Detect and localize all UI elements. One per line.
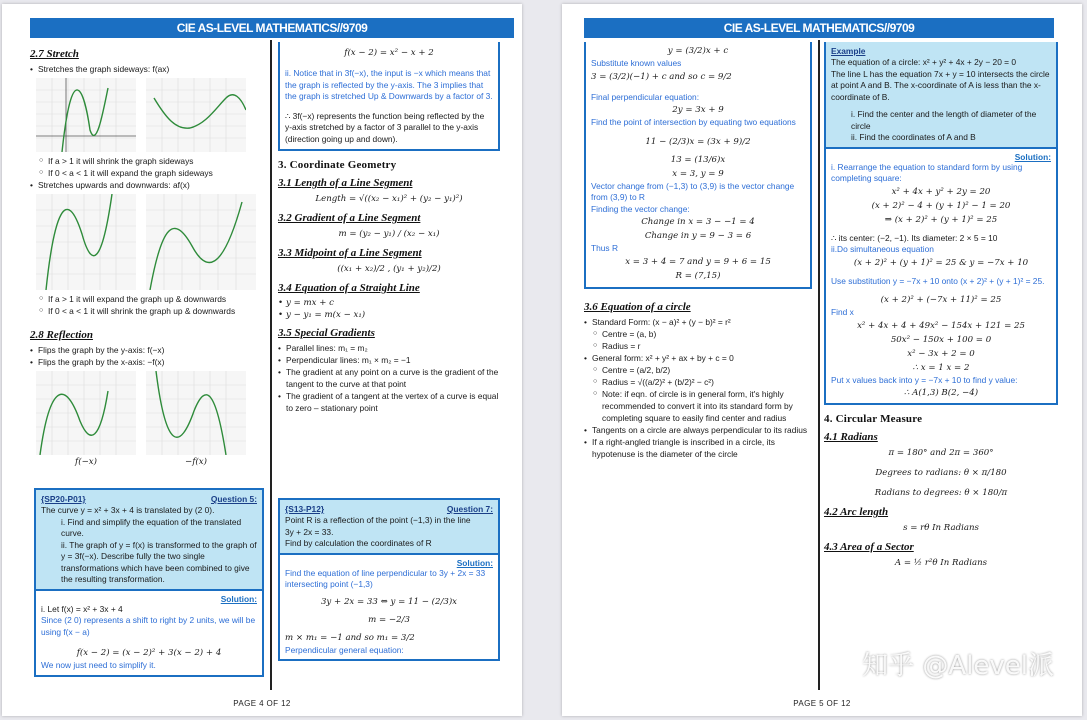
solution-line: i. Let f(x) = x² + 3x + 4 [41, 603, 123, 614]
solution-box [34, 591, 264, 677]
page-footer: PAGE 5 OF 12 [793, 699, 851, 708]
solution-formula: m = −2/3 [368, 614, 410, 625]
page-5 [562, 4, 1082, 716]
solution-formula: m × m₁ = −1 and so m₁ = 3/2 [285, 632, 415, 643]
chapter-title: 4. Circular Measure [824, 413, 923, 425]
solution-line: Substitute known values [591, 58, 682, 68]
example-text: The line L has the equation 7x + y = 10 intersects the circle at point A and B. The x-coordinate of A is less than the x-coordinate of B. [831, 68, 1050, 102]
left-column [584, 42, 812, 460]
solution-formula: x² − 3x + 2 = 0 [907, 348, 975, 359]
solution-line: Put x values back into y = −7x + 10 to find y value: [831, 374, 1018, 385]
solution-box [278, 555, 500, 662]
formula: m = (y₂ − y₁) / (x₂ − x₁) [338, 229, 440, 239]
section-title: 4.2 Arc length [824, 506, 889, 518]
formula: Degrees to radians: θ × π/180 [875, 468, 1007, 478]
right-column [278, 42, 500, 414]
question-stem: The curve y = x² + 3x + 4 is translated by (2 0). [41, 505, 215, 515]
solution-line: Find the equation of line perpendicular to 3y + 2x = 33 intersecting point (−1,3) [285, 567, 486, 589]
continued-solution-box [278, 42, 500, 151]
solution-line: ii.Do simultaneous equation [831, 244, 934, 254]
question-equation: 3y + 2x = 33. [285, 526, 334, 537]
solution-line: Perpendicular general equation: [285, 644, 404, 655]
bullet: • General form: x² + y² + ax + by + c = 0 [584, 352, 812, 364]
question-part: i. Find and simplify the equation of the translated curve. [61, 516, 242, 538]
section-title: 3.5 Special Gradients [278, 327, 375, 339]
graph-image [36, 194, 136, 290]
solution-formula: x = 3 + 4 = 7 and y = 9 + 6 = 15 [625, 256, 771, 267]
formula: • y = mx + c [278, 297, 500, 309]
bullet: • If a right-angled triangle is inscribed in a circle, its hypotenuse is the diameter of the circle [584, 436, 812, 460]
formula: • y − y₁ = m(x − x₁) [278, 309, 500, 321]
solution-line: Thus R [591, 243, 618, 253]
example-text: The equation of a circle: x² + y² + 4x + 2y − 20 = 0 [831, 57, 1017, 67]
graph-caption: f(−x) [75, 457, 97, 467]
solution-formula: Change in x = 3 − −1 = 4 [641, 217, 755, 227]
question-header-box [278, 498, 500, 555]
sub-bullet: ○ Radius = √((a/2)² + (b/2)² − c²) [584, 376, 812, 388]
formula: ((x₁ + x₂)/2 , (y₁ + y₂)/2) [337, 264, 441, 274]
bullet: • The gradient at any point on a curve is the gradient of the tangent to the curve at that point [278, 366, 500, 390]
question-part: ii. The graph of y = f(x) is transformed to the graph of y = 3f(−x). Describe fully the two single transformations which have been combined to give the resulting transformation. [61, 539, 257, 584]
sub-bullet: ○ Centre = (a/2, b/2) [584, 364, 812, 376]
graph-caption: −f(x) [185, 457, 207, 467]
page-header-banner: CIE AS-LEVEL MATHEMATICS//9709 [30, 18, 514, 38]
question-7-box [278, 498, 500, 661]
sub-bullet: ○ Note: if eqn. of circle is in general form, it's highly recommended to convert it into its standard form by completing square to easily find center and radius [584, 388, 812, 424]
solution-label: Solution: [220, 593, 257, 604]
question-header-box [34, 488, 264, 591]
solution-formula: 2y = 3x + 9 [672, 105, 724, 115]
solution-label: Solution: [456, 557, 493, 568]
solution-formula: x² + 4x + 4 + 49x² − 154x + 121 = 25 [857, 320, 1025, 331]
solution-line: Find x [831, 307, 854, 317]
solution-line: Use substitution y = −7x + 10 onto (x + 2)² + (y + 1)² = 25. [831, 275, 1045, 286]
section-title: 2.7 Stretch [30, 48, 79, 60]
solution-line: Since (2 0) represents a shift to right by 2 units, we will be using f(x − a) [41, 615, 256, 637]
solution-formula: Change in y = 9 − 3 = 6 [644, 231, 752, 241]
solution-formula: (x + 2)² − 4 + (y + 1)² − 1 = 20 [871, 200, 1011, 211]
solution-formula: 3 = (3/2)(−1) + c and so c = 9/2 [591, 71, 732, 82]
solution-label: Solution: [1014, 151, 1051, 162]
question-number: Question 7: [446, 504, 493, 514]
sub-bullet: ○ Centre = (a, b) [584, 328, 812, 340]
column-divider [270, 40, 272, 690]
graph-captions [36, 455, 266, 469]
question-code: {SP20-P01} [41, 494, 86, 504]
graph-image [36, 371, 136, 455]
solution-line: Finding the vector change: [591, 203, 690, 214]
solution-formula: (x + 2)² + (y + 1)² = 25 & y = −7x + 10 [853, 257, 1029, 268]
bullet: • Perpendicular lines: m₁ × m₂ = −1 [278, 354, 500, 366]
question-number: Question 5: [210, 494, 257, 504]
solution-formula: 13 = (13/6)x [670, 154, 726, 165]
bullet: • The gradient of a tangent at the vertex of a curve is equal to zero – stationary point [278, 390, 500, 414]
column-divider [818, 40, 820, 690]
sub-bullet: ○ If a > 1 it will shrink the graph sideways [30, 155, 266, 167]
graph-image [146, 371, 246, 455]
sub-bullet: ○ If 0 < a < 1 it will shrink the graph up & downwards [30, 305, 266, 317]
solution-formula: ⇒ (x + 2)² + (y + 1)² = 25 [884, 214, 998, 225]
solution-formula: 3y + 2x = 33 ⇔ y = 11 − (2/3)x [320, 596, 458, 607]
formula: A = ½ r²θ In Radians [894, 558, 988, 568]
question-code: {S13-P12} [285, 504, 325, 514]
right-column [824, 42, 1058, 570]
section-title: 3.4 Equation of a Straight Line [278, 282, 420, 294]
graph-image [146, 78, 246, 152]
bullet: • Stretches upwards and downwards: af(x) [30, 179, 266, 191]
graph-row [36, 371, 266, 455]
section-title: 3.2 Gradient of a Line Segment [278, 212, 421, 224]
page-4 [2, 4, 522, 716]
continued-solution-box [584, 42, 812, 289]
solution-formula: R = (7,15) [675, 270, 721, 281]
section-title: 3.1 Length of a Line Segment [278, 177, 413, 189]
section-title: 3.3 Midpoint of a Line Segment [278, 247, 422, 259]
graph-image [146, 194, 256, 290]
section-title: 4.3 Area of a Sector [824, 541, 914, 553]
solution-line: i. Rearrange the equation to standard form by using completing square: [831, 161, 1023, 183]
example-box [824, 42, 1058, 149]
question-5-box [34, 488, 264, 677]
solution-line: Find the point of intersection by equating two equations [591, 117, 796, 127]
left-column [30, 42, 266, 469]
solution-line: We now just need to simplify it. [41, 660, 156, 670]
page-footer: PAGE 4 OF 12 [233, 699, 291, 708]
formula: π = 180° and 2π = 360° [888, 448, 994, 458]
solution-formula: 11 − (2/3)x = (3x + 9)/2 [645, 136, 751, 147]
sub-bullet: ○ Radius = r [584, 340, 812, 352]
chapter-title: 3. Coordinate Geometry [278, 159, 397, 171]
solution-line: ∴ 3f(−x) represents the function being reflected by the y-axis stretched by a factor of 3 parallel to the y-axis (direction going up and down). [285, 110, 485, 144]
solution-formula: x = 3, y = 9 [672, 168, 724, 179]
example-part: ii. Find the coordinates of A and B [851, 132, 976, 142]
sub-bullet: ○ If a > 1 it will expand the graph up & downwards [30, 293, 266, 305]
formula: s = rθ In Radians [903, 523, 979, 533]
bullet: • Stretches the graph sideways: f(ax) [30, 63, 266, 75]
solution-line: Vector change from (−1,3) to (3,9) is the vector change from (3,9) to R [591, 180, 795, 202]
graph-row [36, 194, 266, 290]
formula: Length = √((x₂ − x₁)² + (y₂ − y₁)²) [315, 194, 463, 204]
example-part: i. Find the center and the length of diameter of the circle [851, 109, 1037, 131]
question-task: Find by calculation the coordinates of R [285, 538, 432, 548]
graph-row [36, 78, 266, 152]
bullet: • Standard Form: (x − a)² + (y − b)² = r² [584, 316, 812, 328]
solution-formula: ∴ A(1,3) B(2, −4) [903, 388, 979, 398]
example-title: Example [831, 46, 866, 56]
bullet: • Parallel lines: m₁ = m₂ [278, 342, 500, 354]
solution-formula: 50x² − 150x + 100 = 0 [890, 334, 992, 345]
page-header-banner: CIE AS-LEVEL MATHEMATICS//9709 [584, 18, 1054, 38]
solution-formula: f(x − 2) = x² − x + 2 [344, 48, 434, 58]
section-title: 4.1 Radians [824, 431, 878, 443]
bullet: • Flips the graph by the x-axis: −f(x) [30, 356, 266, 368]
bullet: • Tangents on a circle are always perpendicular to its radius [584, 424, 812, 436]
solution-formula: ∴ x = 1 x = 2 [912, 362, 970, 373]
solution-formula: (x + 2)² + (−7x + 11)² = 25 [880, 295, 1002, 305]
solution-line: ∴ its center: (−2, −1). Its diameter: 2 × 5 = 10 [831, 232, 998, 243]
solution-line: Final perpendicular equation: [591, 91, 700, 102]
solution-box [824, 149, 1058, 406]
watermark-text: 知乎 @Alevel派 [862, 651, 1054, 681]
sub-bullet: ○ If 0 < a < 1 it will expand the graph sideways [30, 167, 266, 179]
question-stem: Point R is a reflection of the point (−1,3) in the line [285, 515, 471, 525]
formula: Radians to degrees: θ × 180/π [874, 488, 1008, 498]
solution-line: ii. Notice that in 3f(−x), the input is −x which means that the graph is reflected by the y-axis. The 3 implies that the graph is stretched Up & Downwards by a factor of 3. [285, 68, 493, 101]
section-title: 3.6 Equation of a circle [584, 300, 691, 313]
solution-formula: f(x − 2) = (x − 2)² + 3(x − 2) + 4 [76, 648, 222, 658]
solution-formula: y = (3/2)x + c [667, 46, 729, 56]
section-title: 2.8 Reflection [30, 329, 93, 341]
solution-formula: x² + 4x + y² + 2y = 20 [891, 186, 991, 197]
graph-image [36, 78, 136, 152]
bullet: • Flips the graph by the y-axis: f(−x) [30, 344, 266, 356]
